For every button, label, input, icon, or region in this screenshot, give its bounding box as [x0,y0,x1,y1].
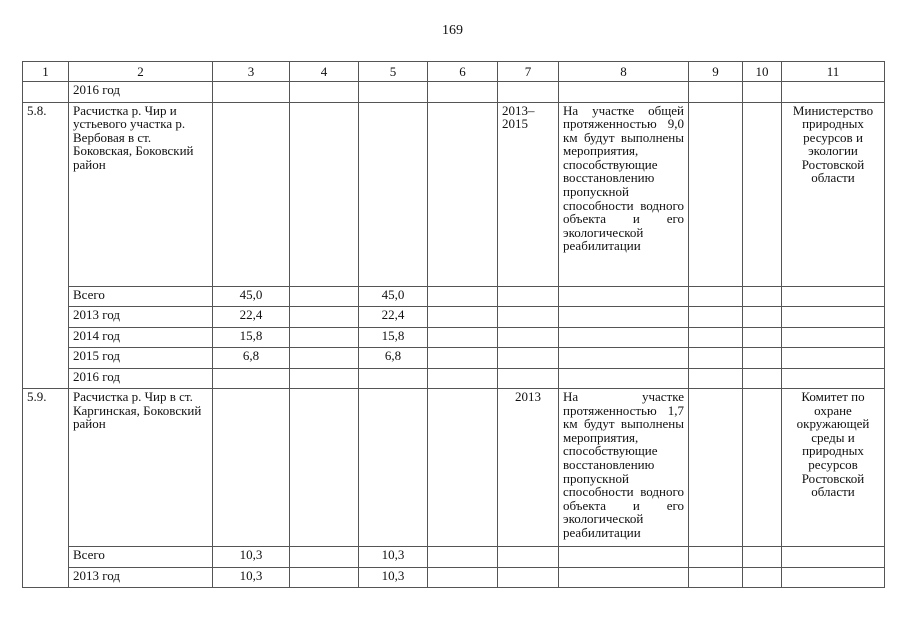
cell-value: 10,3 [213,547,290,568]
item-period: 2013 [498,389,559,547]
program-table [22,61,885,588]
column-number: 4 [290,62,359,82]
cell-value [213,368,290,389]
cell-value: 22,4 [359,307,428,328]
row-label: 2014 год [69,327,213,348]
item-description: На участке общей протяженностью 9,0 км будут выполнены мероприятия, способствующие восстановлению пропускной способности водного объекта и его экологической реабилитации [559,102,689,286]
column-number: 9 [689,62,743,82]
column-number: 7 [498,62,559,82]
item-description: На участке протяженностью 1,7 км будут выполнены мероприятия, способствующие восстановлению пропускной способности водного объекта и его экологической реабилитации [559,389,689,547]
column-number: 6 [428,62,498,82]
table-row [23,567,885,588]
row-label: 2016 год [69,368,213,389]
row-label: Всего [69,286,213,307]
item-executor: Комитет по охране окружающей среды и природных ресурсов Ростовской области [782,389,885,547]
page-number: 169 [442,23,463,38]
cell-value: 45,0 [213,286,290,307]
table-row [23,327,885,348]
cell-value: 10,3 [213,567,290,588]
cell-value [359,368,428,389]
cell-value: 15,8 [213,327,290,348]
column-number: 2 [69,62,213,82]
column-number: 11 [782,62,885,82]
item-period: 2013–2015 [498,102,559,286]
item-executor: Министерство природных ресурсов и экологии Ростовской области [782,102,885,286]
row-label: 2013 год [69,567,213,588]
cell-value: 45,0 [359,286,428,307]
table-row [23,307,885,328]
table-row [23,348,885,369]
cell-value: 6,8 [213,348,290,369]
table-row [23,547,885,568]
cell-value: 22,4 [213,307,290,328]
column-number: 3 [213,62,290,82]
item-name: Расчистка р. Чир в ст. Каргинская, Боковский район [69,389,213,547]
table-row [23,368,885,389]
row-label: 2013 год [69,307,213,328]
cell-value: 15,8 [359,327,428,348]
column-number: 8 [559,62,689,82]
row-label: 2015 год [69,348,213,369]
item-name: Расчистка р. Чир и устьевого участка р. Вербовая в ст. Боковская, Боковский район [69,102,213,286]
column-number: 1 [23,62,69,82]
column-number-row [23,62,885,82]
table-row [23,389,885,547]
table-row [23,286,885,307]
table-row [23,82,885,103]
item-number: 5.9. [23,389,69,588]
cell-value: 6,8 [359,348,428,369]
row-label: Всего [69,547,213,568]
cell-value: 10,3 [359,547,428,568]
item-number: 5.8. [23,102,69,389]
cell-value: 10,3 [359,567,428,588]
column-number: 5 [359,62,428,82]
row-label: 2016 год [69,82,213,103]
table-row [23,102,885,286]
column-number: 10 [743,62,782,82]
